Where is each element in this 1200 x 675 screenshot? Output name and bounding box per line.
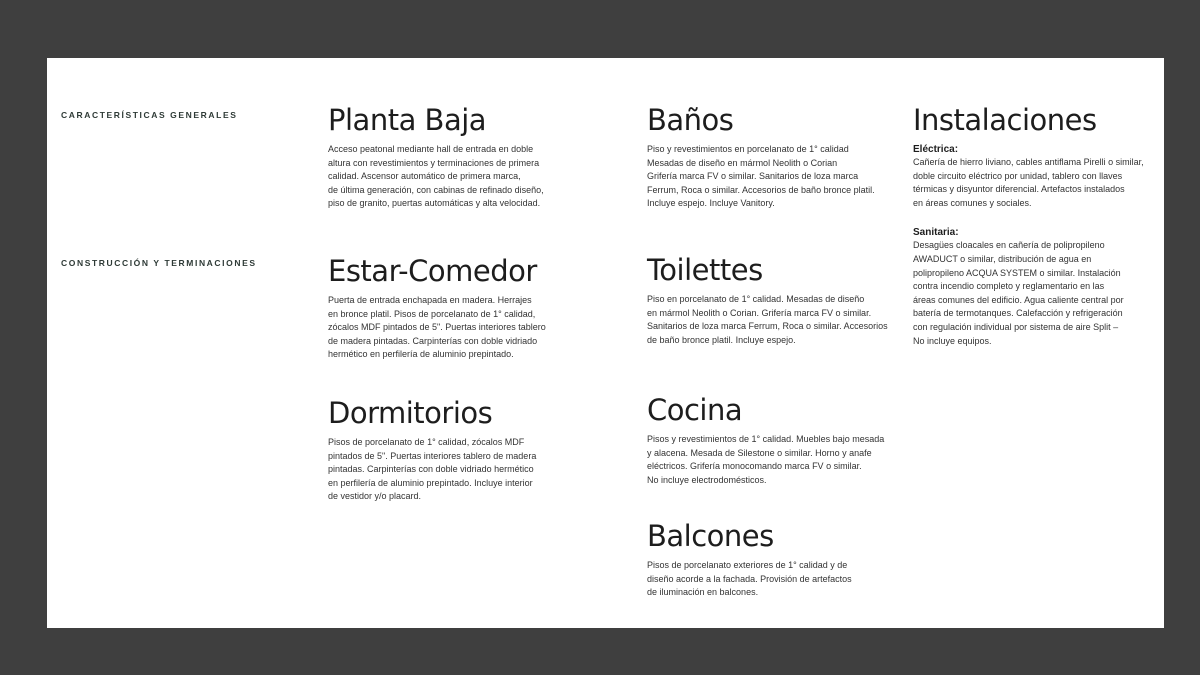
- label-construccion-terminaciones: CONSTRUCCIÓN Y TERMINACIONES: [61, 258, 257, 268]
- section-dormitorios: [328, 397, 536, 504]
- section-title: Toilettes: [647, 253, 763, 287]
- section-cocina: [647, 394, 884, 487]
- section-body: Acceso peatonal mediante hall de entrada en doble altura con revestimientos y terminaciones de primera calidad. Ascensor automático de primera marca, de última generación, con cabinas de refinado diseño, piso de granito, puertas automáticas y alta velocidad.: [328, 144, 544, 209]
- subsection-body: Cañería de hierro liviano, cables antiflama Pirelli o similar, doble circuito eléctrico por unidad, tablero con llaves térmicas y disyuntor diferencial. Artefactos instalados en áreas comunes y sociales.: [913, 157, 1144, 208]
- section-title: Planta Baja: [328, 103, 487, 137]
- subsection-sanitaria: [913, 226, 1144, 348]
- section-balcones: [647, 520, 852, 600]
- section-title: Balcones: [647, 519, 774, 553]
- section-title: Estar-Comedor: [328, 254, 537, 288]
- section-title: Instalaciones: [913, 103, 1097, 137]
- section-body: Pisos de porcelanato de 1° calidad, zócalos MDF pintados de 5". Puertas interiores tablero de madera pintadas. Carpinterías con doble vidriado hermético en perfilería de aluminio prepintado. Incluye interior de vestidor y/o placard.: [328, 437, 537, 502]
- section-planta-baja: [328, 104, 544, 211]
- section-toilettes: [647, 254, 888, 347]
- section-body: Puerta de entrada enchapada en madera. Herrajes en bronce platil. Pisos de porcelanato de 1° calidad, zócalos MDF pintados de 5". Puertas interiores tablero de madera pintadas. Carpinterías con doble vidriado hermético en perfilería de aluminio prepintado.: [328, 295, 546, 360]
- subsection-body: Desagües cloacales en cañería de polipropileno AWADUCT o similar, distribución de agua en polipropileno ACQUA SYSTEM o similar. Instalación contra incendio completo y reglamentario en las áreas comunes del edificio. Agua caliente central por batería de termotanques. Calefacción y refrigeración con regulación individual por sistema de aire Split – No incluye equipos.: [913, 240, 1124, 346]
- section-body: Pisos y revestimientos de 1° calidad. Muebles bajo mesada y alacena. Mesada de Silestone o similar. Horno y anafe eléctricos. Grifería monocomando marca FV o similar. No incluye electrodomésticos.: [647, 434, 885, 485]
- subsection-electrica: [913, 143, 1144, 210]
- section-body: Piso y revestimientos en porcelanato de 1° calidad Mesadas de diseño en mármol Neolith o Corian Grifería marca FV o similar. Sanitarios de loza marca Ferrum, Roca o similar. Accesorios de baño bronce platil. Incluye espejo. Incluye Vanitory.: [647, 144, 875, 209]
- section-estar-comedor: [328, 255, 546, 362]
- section-banos: [647, 104, 875, 211]
- section-title: Dormitorios: [328, 396, 493, 430]
- subsection-heading: Eléctrica:: [913, 144, 959, 155]
- section-title: Baños: [647, 103, 734, 137]
- section-title: Cocina: [647, 393, 743, 427]
- subsection-heading: Sanitaria:: [913, 227, 959, 239]
- section-instalaciones: [913, 104, 1144, 348]
- label-caracteristicas-generales: CARACTERÍSTICAS GENERALES: [61, 110, 238, 120]
- section-body: Piso en porcelanato de 1° calidad. Mesadas de diseño en mármol Neolith o Corian. Grifería marca FV o similar. Sanitarios de loza marca Ferrum, Roca o similar. Accesorios de baño bronce platil. Incluye espejo.: [647, 294, 888, 345]
- section-body: Pisos de porcelanato exteriores de 1° calidad y de diseño acorde a la fachada. Provisión de artefactos de iluminación en balcones.: [647, 560, 852, 598]
- document-page: [47, 58, 1164, 628]
